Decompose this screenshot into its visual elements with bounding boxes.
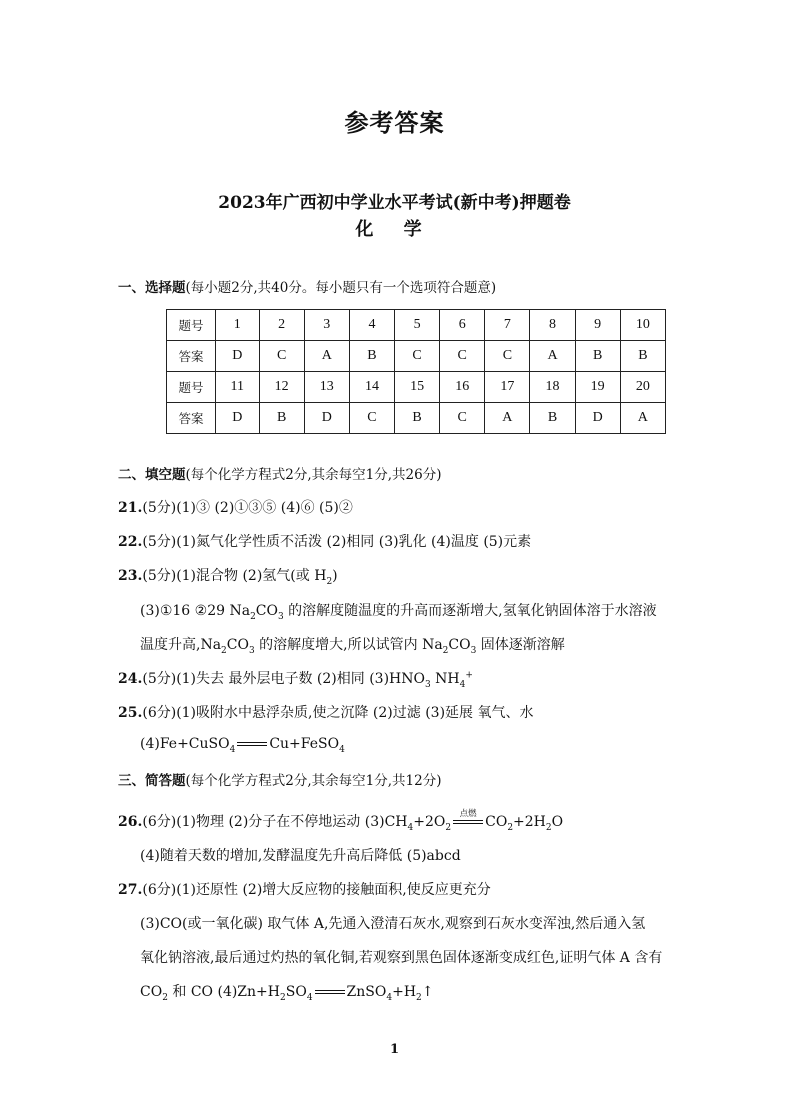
table-row [167,372,666,403]
answer-text: SO [285,984,307,1000]
subscript: 3 [248,645,255,656]
question-number: 1 [216,310,260,341]
section-fill-heading [118,463,441,483]
answer-text: CO [226,637,249,653]
answer-cell: C [440,341,485,372]
answer-text: 的溶解度增大,所以试管内 Na [254,637,443,653]
answer-cell: D [216,403,260,434]
answer-line-26-cont [140,845,461,865]
answer-text: (4)随着天数的增加,发酵温度先升高后降低 (5)abcd [140,848,461,864]
question-number: 9 [575,310,620,341]
equals-sign-icon [315,990,345,994]
answer-cell: B [620,341,665,372]
subscript: 2 [326,576,333,587]
answer-line-24 [118,668,473,690]
answer-text: 固体逐渐溶解 [476,637,565,653]
answer-text: CO [140,984,163,1000]
subscript: 4 [459,679,466,690]
answer-text: +H [392,984,417,1000]
answer-cell: A [530,341,575,372]
answer-cell: A [620,403,665,434]
answer-line-21 [118,497,353,517]
answer-text: (4)Fe+CuSO [140,736,230,752]
answer-text: O [551,814,564,830]
subscript: 2 [280,992,286,1003]
answer-cell: D [304,403,349,434]
subscript: 2 [162,992,168,1003]
answer-text: (3)①16 ②29 Na [140,603,251,619]
question-number: 6 [440,310,485,341]
answer-cell: C [395,341,440,372]
num-header: 题号 [167,310,216,341]
answer-text: CO [448,637,471,653]
exam-title: 2023年广西初中学业水平考试(新中考)押题卷 [218,193,571,213]
table-row [167,403,666,434]
page-title: 参考答案 [344,108,445,137]
answer-text: (6分)(1)还原性 (2)增大反应物的接触面积,使反应更充分 [142,882,491,898]
section-label: 一、选择题 [118,280,186,296]
num-header: 题号 [167,372,216,403]
question-number: 21. [118,500,143,516]
equals-sign-icon [237,742,267,746]
question-number: 22. [118,534,143,550]
answer-text: (5分)(1)失去 最外层电子数 (2)相同 (3)HNO [142,671,425,687]
answer-cell: B [575,341,620,372]
answer-header: 答案 [167,403,216,434]
answer-line-23 [118,565,338,587]
answer-header: 答案 [167,341,216,372]
subscript: 3 [278,611,284,622]
question-number: 7 [485,310,530,341]
answer-text: +2O [413,814,446,830]
answer-line-27-cont [140,981,434,1003]
answer-text: +2H [513,814,546,830]
answer-cell: A [485,403,530,434]
answer-line-25-cont [140,736,345,755]
question-number: 20 [620,372,665,403]
answer-cell: B [395,403,440,434]
question-number: 17 [485,372,530,403]
subject-title: 化 学 [355,219,434,240]
answer-line-22 [118,531,531,551]
subscript: 2 [445,822,452,833]
subscript: 2 [250,611,256,622]
question-number: 16 [440,372,485,403]
section-label: 三、简答题 [118,773,186,789]
question-number: 2 [259,310,304,341]
answer-text: Cu+FeSO [269,736,340,752]
answer-text: (6分)(1)物理 (2)分子在不停地运动 (3)CH [142,814,408,830]
subscript: 4 [386,992,393,1003]
answer-text: CO [485,814,508,830]
answer-text: CO [255,603,278,619]
question-number: 13 [304,372,349,403]
answer-text: 的溶解度随温度的升高而逐渐增大,氢氧化钠固体溶于水溶液 [283,603,657,619]
subscript: 2 [545,822,552,833]
answer-text: 温度升高,Na [140,637,222,653]
subscript: 4 [339,744,345,755]
subscript: 2 [442,645,449,656]
answer-text: 和 CO (4)Zn+H [167,984,280,1000]
superscript: + [465,670,473,681]
answer-text: (3)CO(或一氧化碳) 取气体 A,先通入澄清石灰水,观察到石灰水变浑浊,然后通入氢 [140,916,646,932]
subscript: 2 [416,992,422,1003]
subscript: 4 [306,992,313,1003]
question-number: 8 [530,310,575,341]
answer-text: ZnSO [346,984,387,1000]
subscript: 3 [424,679,431,690]
question-number: 26. [118,814,143,830]
table-row [167,310,666,341]
section-note: (每小题2分,共40分。每小题只有一个选项符合题意) [185,280,497,296]
answer-cell: C [259,341,304,372]
answer-table [166,309,666,434]
subscript: 4 [229,744,236,755]
answer-text: NH [430,671,460,687]
question-number: 24. [118,671,143,687]
question-number: 19 [575,372,620,403]
subscript: 4 [407,822,414,833]
table-row [167,341,666,372]
answer-cell: C [440,403,485,434]
section-choice-heading [118,276,496,296]
section-label: 二、填空题 [118,467,186,483]
answer-line-27-cont [140,947,662,967]
answer-cell: D [575,403,620,434]
answer-cell: A [304,341,349,372]
answer-cell: D [216,341,260,372]
answer-text: (5分)(1)混合物 (2)氢气(或 H [142,568,327,584]
question-number: 4 [349,310,394,341]
question-number: 5 [395,310,440,341]
answer-cell: C [349,403,394,434]
answer-text: (6分)(1)吸附水中悬浮杂质,使之沉降 (2)过滤 (3)延展 氧气、水 [142,705,534,721]
answer-cell: B [259,403,304,434]
condition-label: 点燃 [459,809,477,819]
section-note: (每个化学方程式2分,其余每空1分,共26分) [185,467,442,483]
question-number: 3 [304,310,349,341]
question-number: 25. [118,705,143,721]
section-note: (每个化学方程式2分,其余每空1分,共12分) [185,773,442,789]
answer-line-27 [118,879,491,899]
answer-text: (5分)(1)③ (2)①③⑤ (4)⑥ (5)② [142,500,353,516]
answer-cell: B [349,341,394,372]
page-number: 1 [389,1042,400,1057]
question-number: 14 [349,372,394,403]
question-number: 15 [395,372,440,403]
answer-line-23-cont [140,600,657,622]
answer-line-25 [118,702,533,722]
question-number: 23. [118,568,143,584]
question-number: 18 [530,372,575,403]
answer-line-23-cont [140,634,565,656]
question-number: 10 [620,310,665,341]
answer-line-26 [118,811,563,833]
equals-sign-icon [453,820,483,824]
question-number: 12 [259,372,304,403]
answer-line-27-cont [140,913,645,933]
answer-cell: B [530,403,575,434]
answer-text: 氧化钠溶液,最后通过灼热的氧化铜,若观察到黑色固体逐渐变成红色,证明气体 A 含有 [140,950,663,966]
section-short-answer-heading [118,769,441,789]
subscript: 3 [470,645,477,656]
subscript: 2 [507,822,514,833]
answer-text: ) [332,568,338,584]
answer-cell: C [485,341,530,372]
subscript: 2 [221,645,227,656]
question-number: 27. [118,882,143,898]
answer-text: (5分)(1)氮气化学性质不活泼 (2)相同 (3)乳化 (4)温度 (5)元素 [142,534,532,550]
gas-arrow-icon: ↑ [421,984,434,1000]
question-number: 11 [216,372,260,403]
reaction-condition [453,809,483,824]
